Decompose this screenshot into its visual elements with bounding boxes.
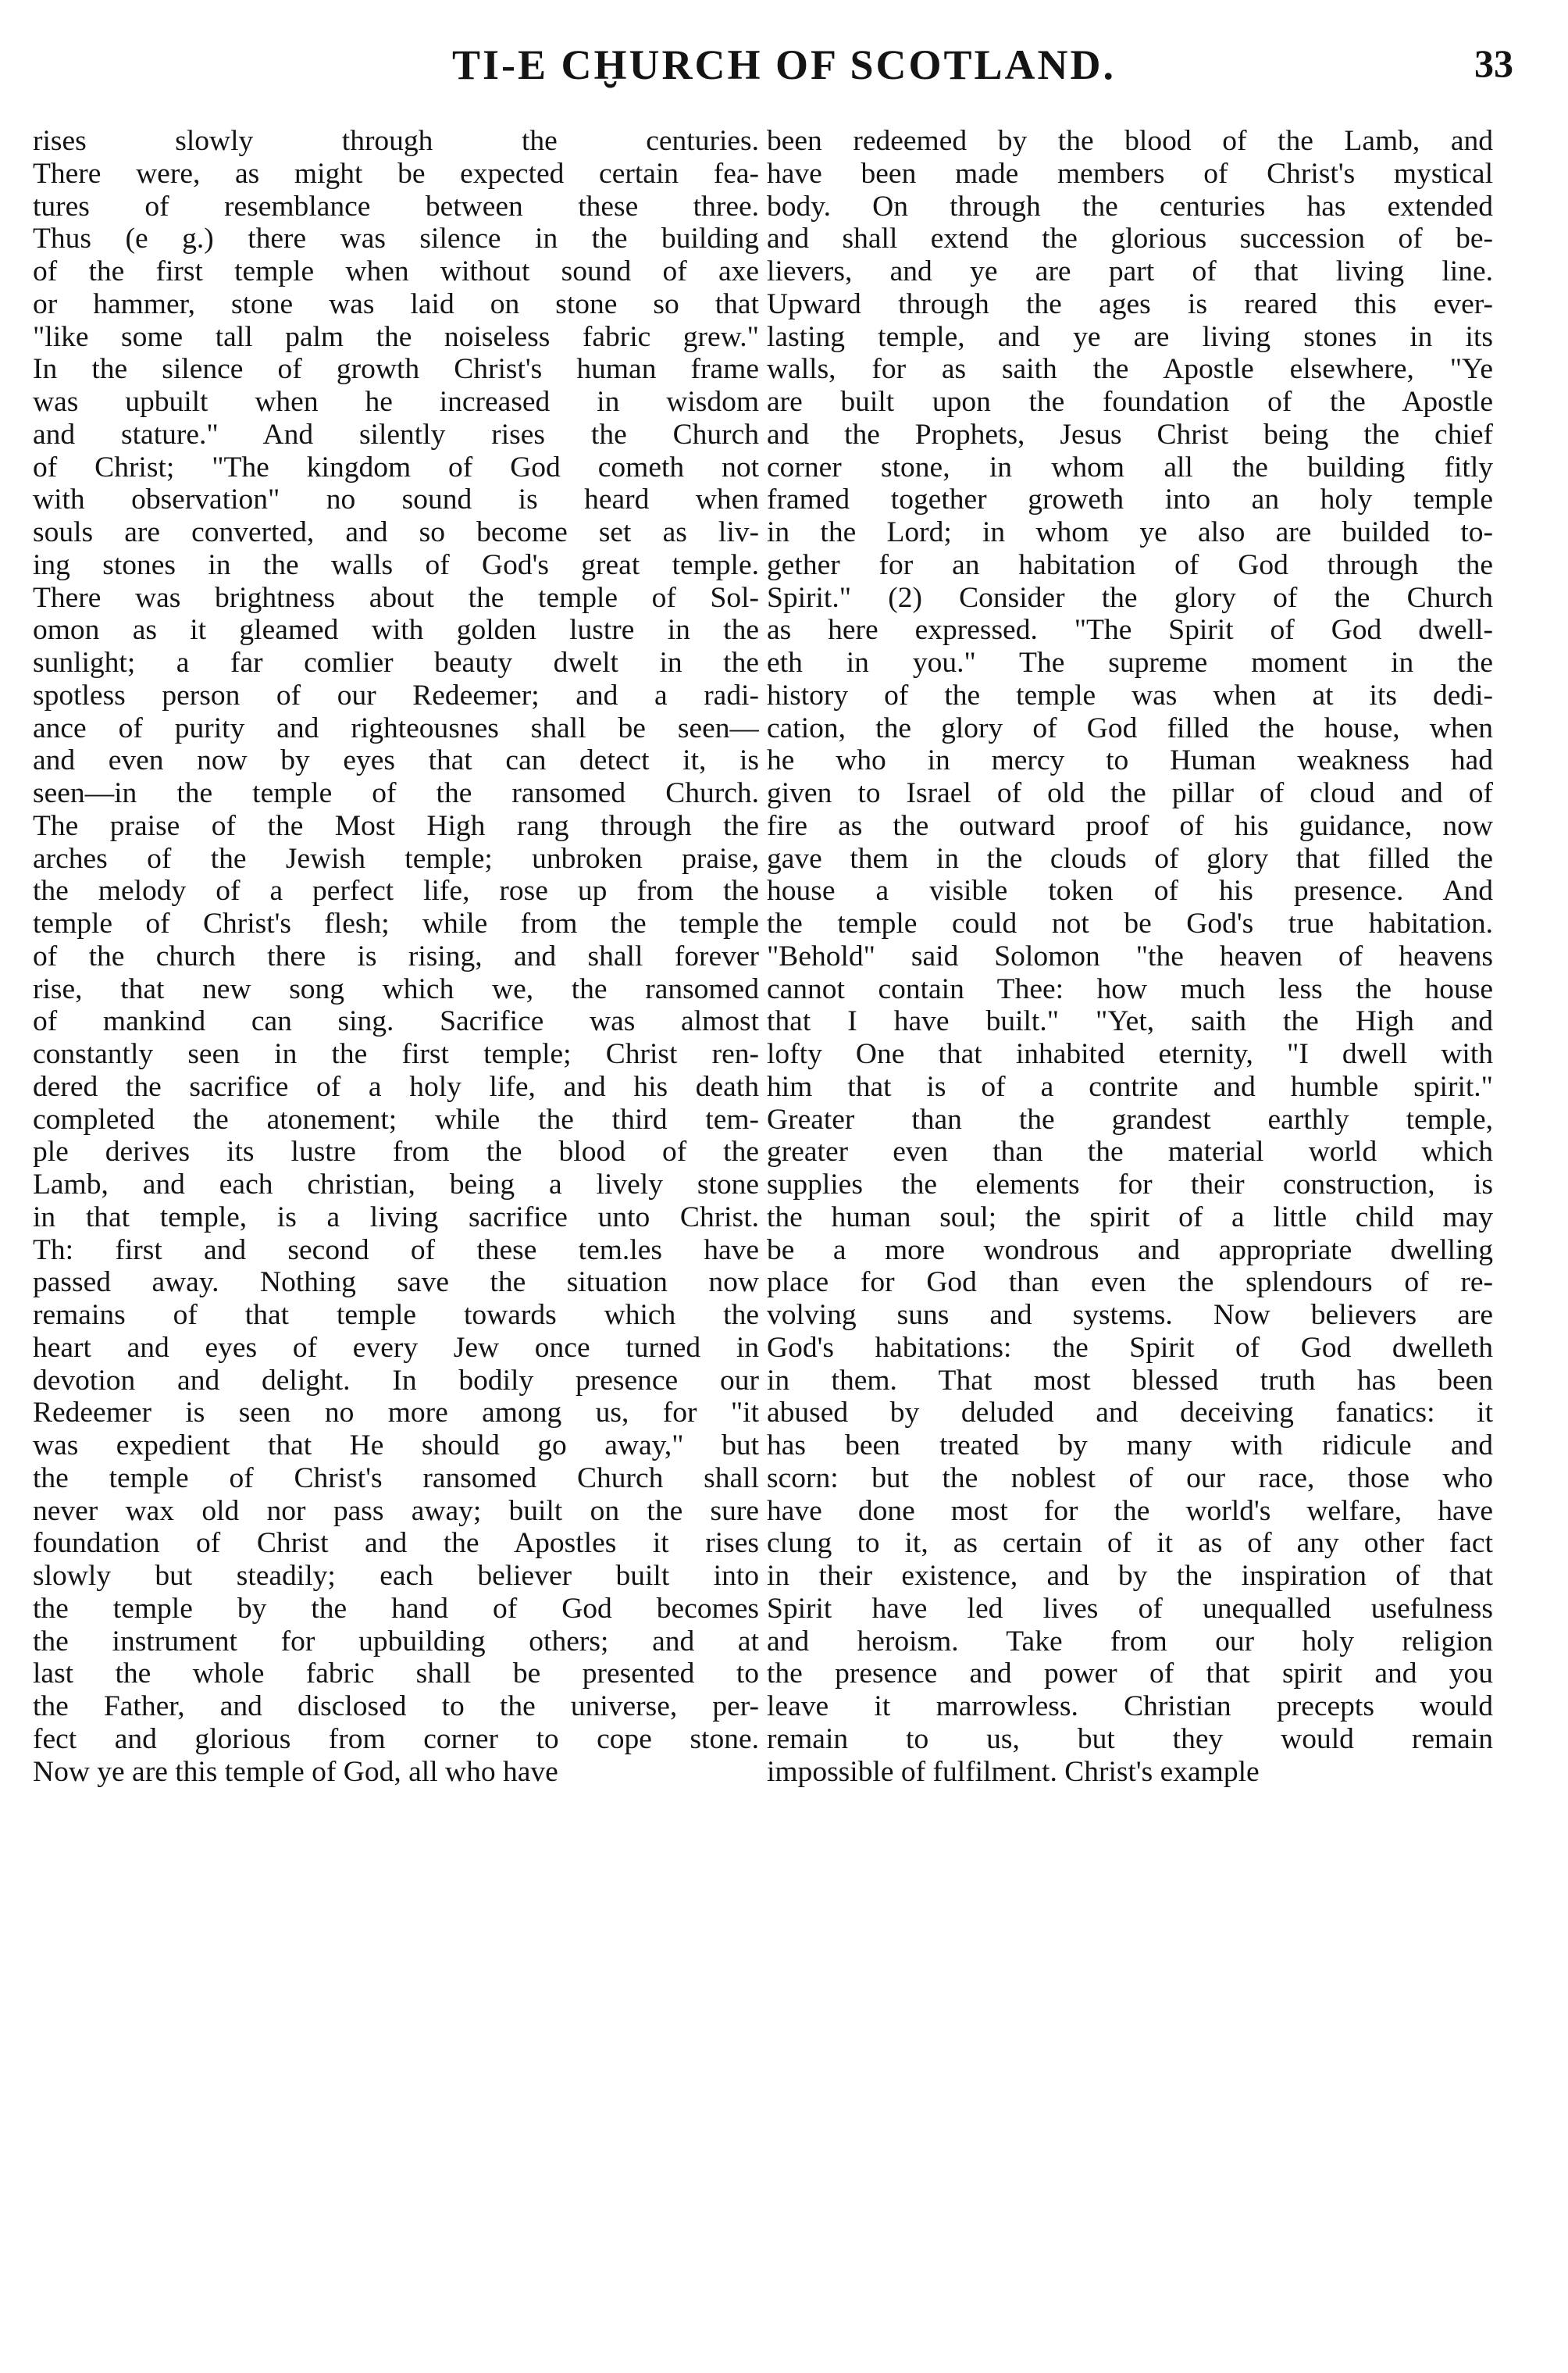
text-line: sunlight; a far comlier beauty dwelt in the [33,647,759,679]
text-line: Redeemer is seen no more among us, for "it [33,1397,759,1429]
text-line: as here expressed. "The Spirit of God dwell- [767,614,1493,647]
text-line: devotion and delight. In bodily presence our [33,1364,759,1397]
text-line: cation, the glory of God filled the house, when [767,712,1493,744]
text-line: gave them in the clouds of glory that filled the [767,842,1493,875]
text-line: ple derives its lustre from the blood of the [33,1136,759,1169]
text-line: never wax old nor pass away; built on the sure [33,1494,759,1527]
text-line: that I have built." "Yet, saith the High and [767,1005,1493,1038]
running-title: TI-E CḪURCH OF SCOTLAND. [451,41,1117,88]
text-line: the temple of Christ's ransomed Church shall [33,1461,759,1494]
text-line: tures of resemblance between these three. [33,190,759,223]
text-line: been redeemed by the blood of the Lamb, and [767,125,1493,157]
text-line: be a more wondrous and appropriate dwelling [767,1233,1493,1266]
text-line: seen—in the temple of the ransomed Church. [33,777,759,809]
text-line: rise, that new song which we, the ransomed [33,972,759,1005]
text-line: dered the sacrifice of a holy life, and his death [33,1070,759,1103]
text-line: Upward through the ages is reared this ever- [767,287,1493,320]
text-line: corner stone, in whom all the building fitly [767,451,1493,484]
text-line: body. On through the centuries has extended [767,190,1493,223]
text-line: in them. That most blessed truth has been [767,1364,1493,1397]
text-line: constantly seen in the first temple; Christ ren- [33,1038,759,1070]
text-line: ance of purity and righteousnes shall be seen— [33,712,759,744]
text-line: house a visible token of his presence. And [767,875,1493,908]
text-line: history of the temple was when at its dedi- [767,679,1493,712]
text-line: place for God than even the splendours of re- [767,1266,1493,1299]
text-line: and even now by eyes that can detect it, is [33,744,759,777]
text-line: completed the atonement; while the third tem- [33,1103,759,1136]
text-line: walls, for as saith the Apostle elsewhere, "Ye [767,353,1493,386]
text-line: lievers, and ye are part of that living line. [767,255,1493,287]
text-line: foundation of Christ and the Apostles it rises [33,1527,759,1560]
text-line: fire as the outward proof of his guidance, now [767,809,1493,842]
text-line: Spirit have led lives of unequalled usefulness [767,1592,1493,1625]
text-line: clung to it, as certain of it as of any other fact [767,1527,1493,1560]
text-line: scorn: but the noblest of our race, those who [767,1461,1493,1494]
text-line: In the silence of growth Christ's human frame [33,353,759,386]
text-line: temple of Christ's flesh; while from the temple [33,908,759,940]
text-line: eth in you." The supreme moment in the [767,647,1493,679]
text-line: abused by deluded and deceiving fanatics: it [767,1397,1493,1429]
text-line: There were, as might be expected certain fea- [33,157,759,190]
text-line: in that temple, is a living sacrifice unto Christ. [33,1201,759,1233]
text-line: and heroism. Take from our holy religion [767,1625,1493,1658]
text-line: or hammer, stone was laid on stone so that [33,287,759,320]
text-line: remain to us, but they would remain [767,1722,1493,1755]
text-line: the presence and power of that spirit and you [767,1658,1493,1690]
text-line: fect and glorious from corner to cope stone. [33,1722,759,1755]
text-line: has been treated by many with ridicule and [767,1429,1493,1461]
text-line: the temple by the hand of God becomes [33,1592,759,1625]
text-line: Lamb, and each christian, being a lively stone [33,1169,759,1201]
text-line: and the Prophets, Jesus Christ being the chief [767,418,1493,451]
text-line: The praise of the Most High rang through the [33,809,759,842]
text-line: the instrument for upbuilding others; and at [33,1625,759,1658]
text-line: passed away. Nothing save the situation now [33,1266,759,1299]
text-line: the temple could not be God's true habitation. [767,908,1493,940]
text-line: in the Lord; in whom ye also are builded to- [767,516,1493,548]
text-line: Now ye are this temple of God, all who have [33,1755,558,1788]
text-line: of mankind can sing. Sacrifice was almost [33,1005,759,1038]
text-line: the melody of a perfect life, rose up from the [33,875,759,908]
text-line: omon as it gleamed with golden lustre in the [33,614,759,647]
text-line: Thus (e g.) there was silence in the building [33,223,759,255]
text-line: remains of that temple towards which the [33,1299,759,1331]
text-line: leave it marrowless. Christian precepts would [767,1690,1493,1722]
text-line: have done most for the world's welfare, have [767,1494,1493,1527]
text-line: given to Israel of old the pillar of cloud and of [767,777,1493,809]
text-line: with observation" no sound is heard when [33,484,759,516]
text-line: Greater than the grandest earthly temple, [767,1103,1493,1136]
text-line: he who in mercy to Human weakness had [767,744,1493,777]
text-line: last the whole fabric shall be presented to [33,1658,759,1690]
text-line: souls are converted, and so become set as liv- [33,516,759,548]
text-line: and stature." And silently rises the Church [33,418,759,451]
text-line: of the church there is rising, and shall forever [33,940,759,972]
text-line: and shall extend the glorious succession of be- [767,223,1493,255]
text-line: spotless person of our Redeemer; and a radi- [33,679,759,712]
text-line: ing stones in the walls of God's great temple. [33,548,759,581]
text-line: was upbuilt when he increased in wisdom [33,386,759,418]
page-header [47,41,1521,95]
text-line: lofty One that inhabited eternity, "I dwell with [767,1038,1493,1070]
text-line: framed together groweth into an holy temple [767,484,1493,516]
text-line: the human soul; the spirit of a little child may [767,1201,1493,1233]
text-line: arches of the Jewish temple; unbroken praise, [33,842,759,875]
text-line: rises slowly through the centuries. [33,125,759,157]
text-line: "like some tall palm the noiseless fabric grew." [33,320,759,353]
text-line: heart and eyes of every Jew once turned in [33,1331,759,1364]
text-line: the Father, and disclosed to the universe, per- [33,1690,759,1722]
text-line: volving suns and systems. Now believers are [767,1299,1493,1331]
text-line: gether for an habitation of God through the [767,548,1493,581]
text-line: have been made members of Christ's mystical [767,157,1493,190]
text-line: There was brightness about the temple of Sol- [33,581,759,614]
page-number: 33 [1474,41,1513,85]
text-column-left [33,125,759,1788]
text-line: was expedient that He should go away," but [33,1429,759,1461]
text-line: God's habitations: the Spirit of God dwelleth [767,1331,1493,1364]
text-line: slowly but steadily; each believer built into [33,1560,759,1592]
text-line: of the first temple when without sound of axe [33,255,759,287]
text-column-right [767,125,1493,1788]
text-line: supplies the elements for their construction, is [767,1169,1493,1201]
text-line: impossible of fulfilment. Christ's example [767,1755,1260,1788]
text-line: are built upon the foundation of the Apostle [767,386,1493,418]
text-line: Spirit." (2) Consider the glory of the Church [767,581,1493,614]
text-line: of Christ; "The kingdom of God cometh not [33,451,759,484]
text-line: lasting temple, and ye are living stones in its [767,320,1493,353]
text-line: greater even than the material world which [767,1136,1493,1169]
text-line: in their existence, and by the inspiration of that [767,1560,1493,1592]
text-line: "Behold" said Solomon "the heaven of heavens [767,940,1493,972]
text-line: Th: first and second of these tem.les have [33,1233,759,1266]
text-line: cannot contain Thee: how much less the house [767,972,1493,1005]
text-line: him that is of a contrite and humble spirit." [767,1070,1493,1103]
